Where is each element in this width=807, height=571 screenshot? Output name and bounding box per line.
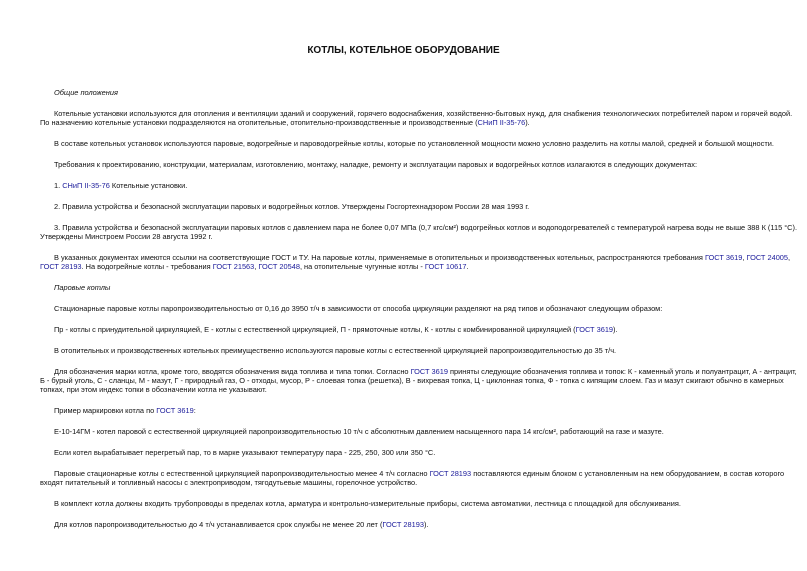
text: приняты следующие обозначения топлива и топок: К - каменный уголь и полуантрацит, А - антрацит, Б - бурый уголь, С - сланцы, М - мазут, Г - природный газ, О - отходы, мусор, Р - слоевая топка (решетка), В - вихревая топка, Ц - циклонная топка, Ф - топка с кипящим слоем. Газ и мазут сжигают обычно в камерных топках, при этом индекс топки в обозначении котла не указывают.: [40, 367, 797, 394]
text: Паровые стационарные котлы с естественной циркуляцией паропроизводительностью менее 4 т/ч согласно: [54, 469, 430, 478]
text: Для обозначения марки котла, кроме того, вводятся обозначения вида топлива и типа топки. Согласно: [54, 367, 411, 376]
document-list-item: 2. Правила устройства и безопасной эксплуатации паровых и водогрейных котлов. Утверждены Госгортехнадзором России 28 мая 1993 г.: [54, 202, 530, 211]
text: поставляются единым блоком с установленным на нем оборудованием, в состав которого входят питательный и топливный насосы с электроприводом, тягодутьевые машины, горелочное устройство.: [40, 469, 785, 487]
document-body: [40, 88, 800, 529]
text: . На водогрейные котлы - требования: [81, 262, 213, 271]
text: Пр - котлы с принудительной циркуляцией, Е - котлы с естественной циркуляцией, П - прямоточные котлы, К - котлы с комбинированной циркуляцией (: [54, 325, 576, 334]
document-list-item: [40, 181, 800, 190]
paragraph: [40, 367, 800, 394]
text: ,: [788, 253, 791, 262]
paragraph: [40, 253, 800, 271]
text: 1.: [54, 181, 63, 190]
text: :: [193, 406, 196, 415]
paragraph: Стационарные паровые котлы паропроизводительностью от 0,16 до 3950 т/ч в зависимости от способа циркуляции разделяют на ряд типов и обозначают следующим образом:: [54, 304, 663, 313]
paragraph: В составе котельных установок используются паровые, водогрейные и пароводогрейные котлы, которые по установленной мощности можно условно разделить на котлы малой, средней и большой мощности.: [54, 139, 774, 148]
section-heading-steam-boilers: Паровые котлы: [54, 283, 111, 292]
link-snip[interactable]: СНиП II-35-76: [62, 181, 110, 190]
text: Котельные установки.: [109, 181, 188, 190]
paragraph: Если котел вырабатывает перегретый пар, то в марке указывают температуру пара - 225, 250, 300 или 350 °С.: [54, 448, 436, 457]
paragraph: В комплект котла должны входить трубопроводы в пределах котла, арматура и контрольно-измерительные приборы, система автоматики, лестница с площадкой для обслуживания.: [54, 499, 681, 508]
text: Для котлов паропроизводительностью до 4 т/ч устанавливается срок службы не менее 20 лет (: [54, 520, 383, 529]
link-snip[interactable]: СНиП II-35-76: [477, 118, 526, 127]
paragraph: Е-10-14ГМ - котел паровой с естественной циркуляцией паропроизводительностью 10 т/ч с абсолютным давлением насыщенного пара 14 кгс/см², работающий на газе и мазуте.: [54, 427, 664, 436]
paragraph: [40, 406, 800, 415]
document-list-item: 3. Правила устройства и безопасной эксплуатации паровых котлов с давлением пара не более 0,07 МПа (0,7 кгс/см²) водогрейных котлов и водоподогревателей с температурой нагрева воды не выше 388 К (115 °С). Утверждены Минстроем России 28 августа 1992 г.: [40, 223, 798, 241]
section-heading-general: Общие положения: [54, 88, 118, 97]
link-gost[interactable]: ГОСТ 28193: [429, 469, 472, 478]
link-gost[interactable]: ГОСТ 3619: [575, 325, 614, 334]
text: ,: [742, 253, 747, 262]
text: Пример маркировки котла по: [54, 406, 157, 415]
paragraph: Требования к проектированию, конструкции, материалам, изготовлению, монтажу, наладке, ремонту и эксплуатации паровых и водогрейных котлов излагаются в следующих документах:: [54, 160, 698, 169]
link-gost[interactable]: ГОСТ 10617: [424, 262, 467, 271]
link-gost[interactable]: ГОСТ 28193: [382, 520, 424, 529]
link-gost[interactable]: ГОСТ 21563: [212, 262, 255, 271]
paragraph: [40, 109, 800, 127]
link-gost[interactable]: ГОСТ 24005: [746, 253, 789, 262]
text: ).: [525, 118, 530, 127]
link-gost[interactable]: ГОСТ 20548: [258, 262, 300, 271]
link-gost[interactable]: ГОСТ 3619: [704, 253, 743, 262]
link-gost[interactable]: ГОСТ 3619: [410, 367, 448, 376]
text: .: [466, 262, 469, 271]
text: ).: [423, 520, 429, 529]
paragraph: [40, 520, 800, 529]
link-gost[interactable]: ГОСТ 28193: [40, 262, 82, 271]
text: В указанных документах имеются ссылки на соответствующие ГОСТ и ТУ. На паровые котлы, применяемые в отопительных и производственных котельных, распространяются требования: [54, 253, 705, 262]
text: , на отопительные чугунные котлы -: [299, 262, 425, 271]
paragraph: [40, 469, 800, 487]
text: Котельные установки используются для отопления и вентиляции зданий и сооружений, горячего водоснабжения, хозяйственно-бытовых нужд, для снабжения технологических потребителей паром и горячей водой. По назначению котельные установки подразделяются на отопительные, отопительно-производственные и производственные (: [40, 109, 793, 127]
text: ).: [613, 325, 618, 334]
paragraph: В отопительных и производственных котельных преимущественно используются паровые котлы с естественной циркуляцией паропроизводительностью до 35 т/ч.: [54, 346, 617, 355]
link-gost[interactable]: ГОСТ 3619: [156, 406, 194, 415]
paragraph: [40, 325, 800, 334]
text: ,: [254, 262, 259, 271]
page-title: КОТЛЫ, КОТЕЛЬНОЕ ОБОРУДОВАНИЕ: [307, 45, 500, 56]
